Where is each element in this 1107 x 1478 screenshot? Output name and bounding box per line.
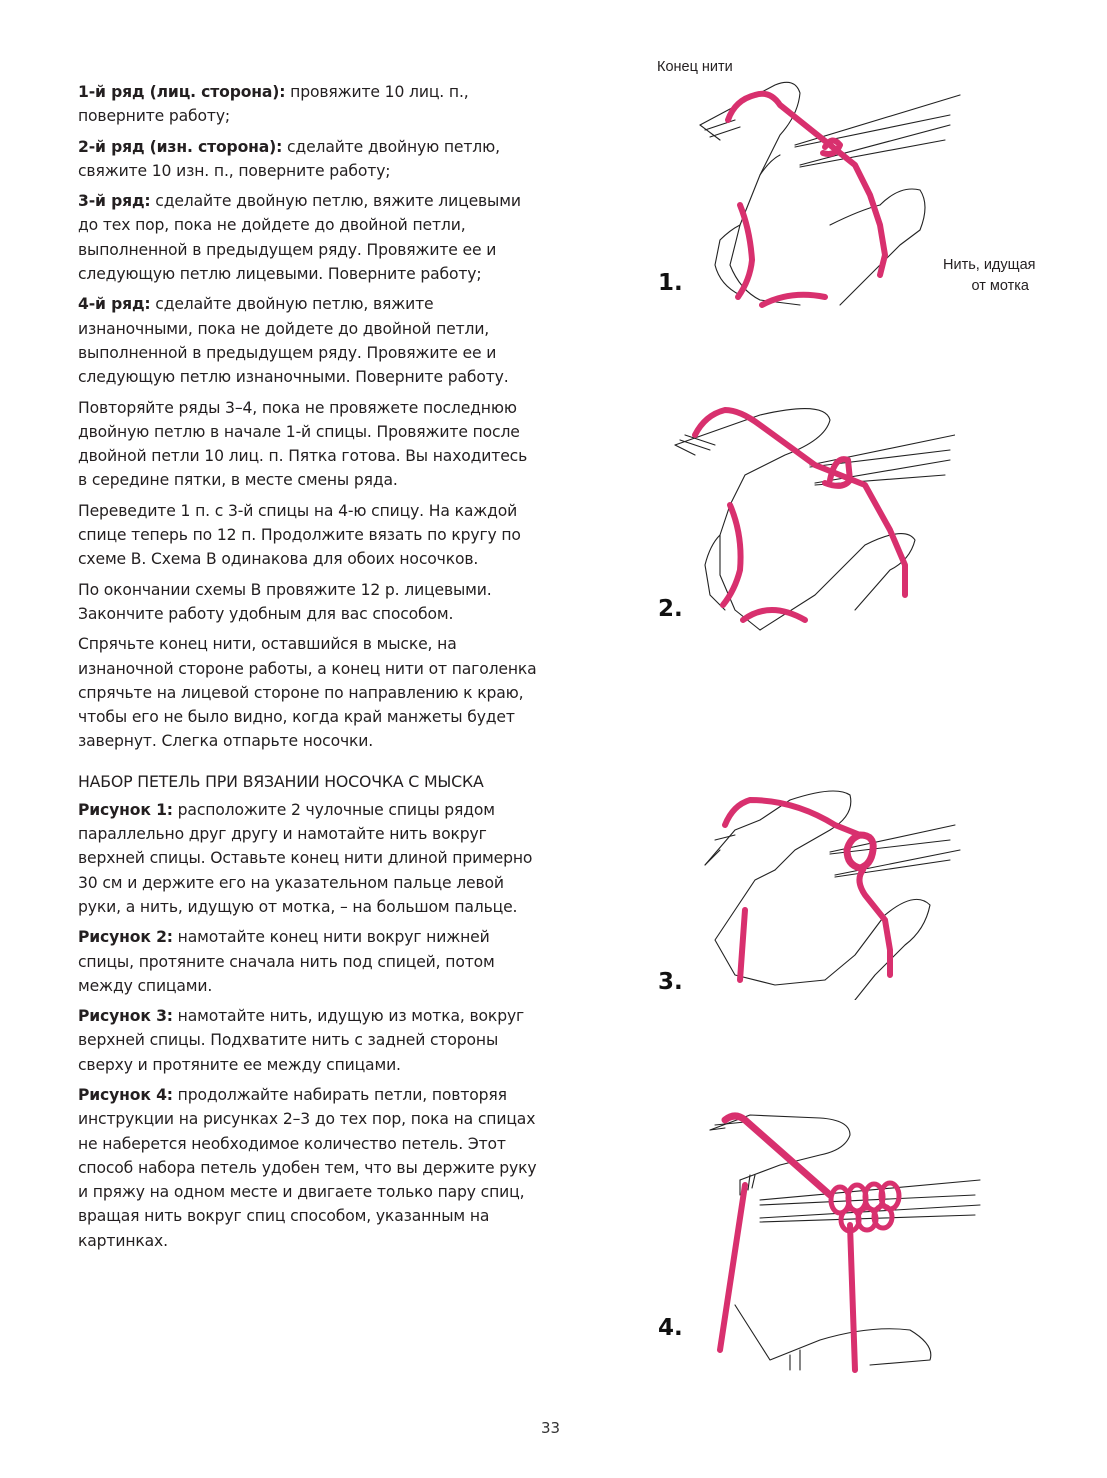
- instruction-transfer: [78, 499, 540, 572]
- step-text: намотайте нить, идущую из мотка, вокруг верхней спицы. Подхватите нить с задней стороны сверху и протяните ее между спицами.: [78, 1007, 525, 1074]
- hand-needles-drawing-1: [680, 65, 980, 315]
- figure-3-illustration: [675, 780, 965, 1000]
- instruction-label: 1-й ряд (лиц. сторона):: [78, 83, 286, 101]
- instruction-label: 3-й ряд:: [78, 192, 151, 211]
- step-label: Рисунок 4:: [78, 1085, 173, 1104]
- figure-3-number: 3.: [658, 969, 683, 995]
- step-text: намотайте конец нити вокруг нижней спицы, протяните сначала нить под спицей, потом между спицами.: [78, 928, 495, 995]
- instruction-label: 2-й ряд (изн. сторона):: [78, 137, 283, 156]
- instruction-text: сделайте двойную петлю, вяжите изнаночными, пока не дойдете до двойной петли, выполненной в предыдущем ряду. Провяжите ее и следующую петлю изнаночными. Поверните работу.: [78, 295, 509, 387]
- figure-1-label-yarn-end: Конец нити: [657, 59, 733, 75]
- cast-on-loops: [831, 1183, 899, 1231]
- figure-4-illustration: [690, 1100, 990, 1380]
- section-heading: НАБОР ПЕТЕЛЬ ПРИ ВЯЗАНИИ НОСОЧКА С МЫСКА: [78, 771, 484, 791]
- instruction-row-3: [78, 189, 540, 286]
- instruction-text: Переведите 1 п. с 3-й спицы на 4-ю спицу. На каждой спице теперь по 12 п. Продолжите вязать по кругу по схеме В. Схема В одинакова для обоих носочков.: [78, 501, 521, 569]
- instruction-repeat: [78, 396, 540, 493]
- instruction-text: Повторяйте ряды 3–4, пока не провяжете последнюю двойную петлю в начале 1-й спицы. Провяжите после двойной петли 10 лиц. п. Пятка готова. Вы находитесь в середине пятки, в месте смены ряда.: [78, 398, 528, 490]
- step-label: Рисунок 3:: [78, 1007, 173, 1026]
- hand-needles-drawing-3: [675, 780, 965, 1000]
- figure-4-number: 4.: [658, 1315, 683, 1341]
- figure-1-illustration: [680, 65, 980, 315]
- step-text: расположите 2 чулочные спицы рядом параллельно друг другу и намотайте нить вокруг верхней спицы. Оставьте конец нити длиной примерно 30 см и держите его на указательном пальце левой руки, а нить, идущую от мотка, – на большом пальце.: [78, 800, 533, 916]
- label-line: Нить, идущая: [943, 257, 1036, 273]
- figure-2-number: 2.: [658, 596, 683, 622]
- figure-2-illustration: [665, 395, 955, 635]
- instruction-text: провяжите 10 лиц. п., поверните работу;: [78, 83, 469, 126]
- instruction-row-2: [78, 135, 540, 184]
- figure-step-3: [78, 1004, 540, 1077]
- hand-needles-drawing-2: [665, 395, 955, 635]
- instruction-label: 4-й ряд:: [78, 295, 151, 314]
- instruction-text: сделайте двойную петлю, свяжите 10 изн. п., поверните работу;: [78, 137, 500, 180]
- instruction-text: сделайте двойную петлю, вяжите лицевыми до тех пор, пока не дойдете до двойной петли, выполненной в предыдущем ряду. Провяжите ее и следующую петлю лицевыми. Поверните работу;: [78, 192, 521, 284]
- figure-step-2: [78, 925, 540, 998]
- instruction-text: Спрячьте конец нити, оставшийся в мыске, на изнаночной стороне работы, а конец нити от паголенка спрячьте на лицевой стороне по направлению к краю, чтобы его не было видно, когда край манжеты будет завернут. Слегка отпарьте носочки.: [78, 635, 537, 751]
- figure-step-1: [78, 798, 540, 919]
- figure-step-4: [78, 1083, 540, 1253]
- figure-1-number: 1.: [658, 270, 683, 296]
- instruction-finish: [78, 578, 540, 627]
- step-text: продолжайте набирать петли, повторяя инструкции на рисунках 2–3 до тех пор, пока на спицах не наберется необходимое количество петель. Этот способ набора петель удобен тем, что вы держите руку и пряжу на одном месте и двигаете только пару спиц, вращая нить вокруг спиц способом, указанным на картинках.: [78, 1085, 537, 1250]
- text-column: [78, 80, 540, 1259]
- page-number: 33: [541, 1419, 561, 1437]
- instruction-ends: [78, 632, 540, 753]
- hand-needles-drawing-4: [690, 1100, 990, 1380]
- instruction-row-1: [78, 80, 540, 129]
- instruction-row-4: [78, 292, 540, 389]
- step-label: Рисунок 2:: [78, 928, 173, 947]
- label-line: от мотка: [971, 278, 1029, 294]
- instruction-text: По окончании схемы В провяжите 12 р. лицевыми. Закончите работу удобным для вас способом.: [78, 580, 492, 623]
- step-label: Рисунок 1:: [78, 800, 173, 819]
